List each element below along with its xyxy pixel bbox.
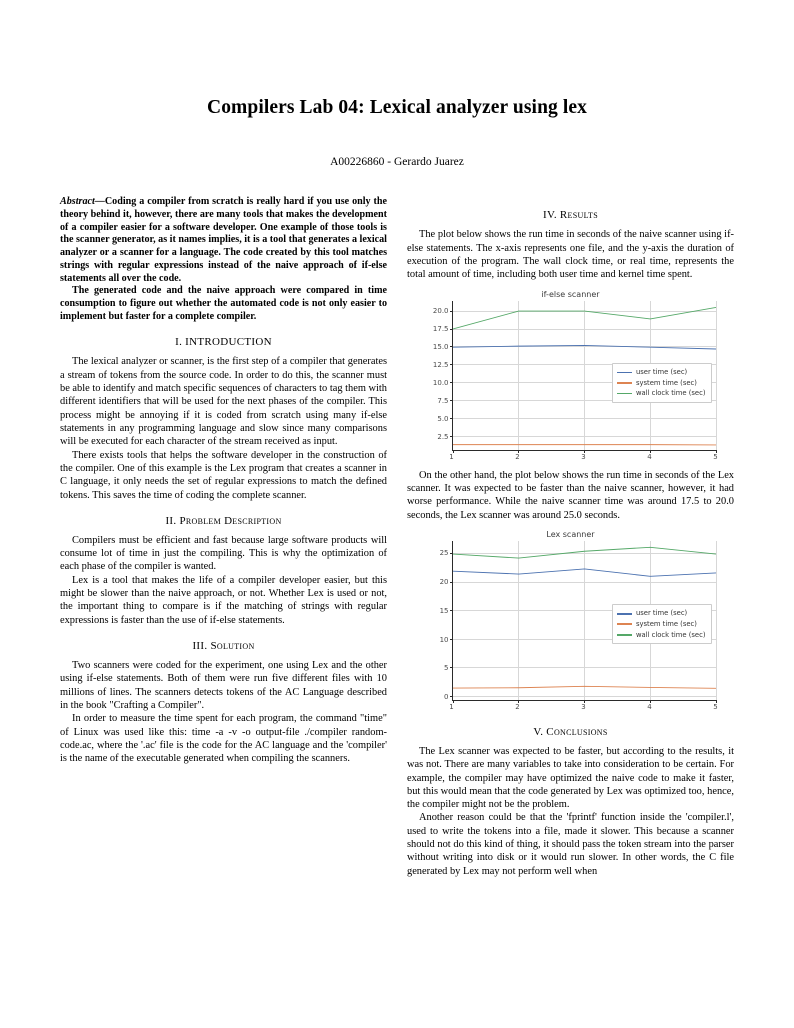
legend-label: system time (sec) xyxy=(635,620,697,628)
problem-paragraph-2: Lex is a tool that makes the life of a compiler developer easier, but this might be slower than the naive approach, or not. Whether Lex is used or not, the important thing to compare is if the matching of strings with regular expressions is faster than the use of if-else statements. xyxy=(60,574,387,626)
x-axis-labels xyxy=(449,701,718,713)
y-axis-tick-label: 7.5 xyxy=(437,396,449,405)
y-axis-tick-label: 5 xyxy=(444,664,449,673)
legend-label: user time (sec) xyxy=(635,368,688,377)
plot-area xyxy=(452,541,716,701)
gridline-vertical xyxy=(716,301,717,450)
x-axis-tick-label: 4 xyxy=(647,702,652,711)
y-axis-tick-label: 20.0 xyxy=(432,306,449,315)
y-axis-tick-label: 20 xyxy=(439,578,449,587)
section-heading-solution: III. Solution xyxy=(192,640,255,653)
solution-paragraph-1: Two scanners were coded for the experiment, one using Lex and the other using if-else statements. Both of them were run five different files with 10 millions of lines. The scanners detects tokens of the AC Language described in the book "Crafting a Compiler". xyxy=(60,660,387,711)
y-axis-labels xyxy=(426,301,452,451)
page-title: Compilers Lab 04: Lexical analyzer using lex xyxy=(207,97,587,118)
y-axis-tick-label: 17.5 xyxy=(432,324,449,333)
two-column-body xyxy=(0,168,794,878)
y-axis-tick-label: 0 xyxy=(444,692,449,701)
y-axis-labels xyxy=(426,541,452,701)
y-axis-tick-label: 10.0 xyxy=(432,378,449,387)
left-column xyxy=(60,196,387,765)
abstract-lead-label: Abstract— xyxy=(60,196,105,208)
chart-legend xyxy=(612,604,712,644)
legend-swatch xyxy=(617,382,632,384)
abstract-text-1: Coding a compiler from scratch is really hard if you use only the theory behind it, however, there are many tools that makes the development of a compiler easier for a software developer. One example of those tools is the scanner generator, as it names implies, it is a tool that generates a lexical analyzer or a scanner for a language. The code created by this tool matches strings with regular expressions instead of the naive approach of if-else statements all over the code. xyxy=(60,196,387,284)
y-axis-tick-label: 5.0 xyxy=(437,414,449,423)
legend-swatch xyxy=(617,613,632,615)
chart-title: Lex scanner xyxy=(546,529,595,539)
x-axis-tick-label: 5 xyxy=(713,702,718,711)
abstract-block xyxy=(60,196,387,323)
legend-label: wall clock time (sec) xyxy=(635,389,706,398)
gridline-vertical xyxy=(716,541,717,700)
y-axis-tick-label: 12.5 xyxy=(432,360,449,369)
results-paragraph-2: On the other hand, the plot below shows the run time in seconds of the Lex scanner. It was expected to be faster than the naive scanner, however, it had worse performance. While the naive scanner time was around 17.5 to 20.0 seconds, the Lex scanner was around 25.0 seconds. xyxy=(407,469,734,521)
chart-if-else-scanner xyxy=(426,290,716,463)
section-heading-problem-description: II. Problem Description xyxy=(165,514,282,527)
conclusions-paragraph-2: Another reason could be that the 'fprintf' function inside the 'compiler.l', used to write the tokens into a file, made it slower. This because a scanner should not do this kind of thing, it should pass the token stream into the parser without writing into disk or it would run slower. In other words, the C file generated by Lex may not perform well when xyxy=(407,812,734,877)
series-line xyxy=(453,569,716,576)
chart-lex-scanner xyxy=(426,530,716,713)
legend-item xyxy=(617,388,706,399)
chart-legend xyxy=(612,363,712,403)
series-line xyxy=(453,547,716,558)
series-line xyxy=(453,307,716,328)
legend-label: system time (sec) xyxy=(635,378,697,387)
legend-item xyxy=(617,630,706,641)
y-axis-tick-label: 10 xyxy=(439,635,449,644)
figure-lex-scanner xyxy=(407,530,734,713)
x-axis-tick-label: 5 xyxy=(713,452,718,461)
legend-swatch xyxy=(617,372,632,374)
abstract-paragraph-1 xyxy=(60,196,387,285)
introduction-paragraph-2: There exists tools that helps the software developer in the construction of the compiler. One of this example is the Lex program that creates a scanner in C language, it only needs the set of regular expressions to match the defined tokens. This saves the time of coding the complete scanner. xyxy=(60,449,387,501)
section-heading-conclusions: V. Conclusions xyxy=(533,725,608,738)
section-heading-results: IV. Results xyxy=(543,209,598,222)
conclusions-paragraph-1: The Lex scanner was expected to be faster, but according to the results, it was not. There are many variables to take into consideration to be certain. For example, the compiler may have optimized the naive code to make it faster, but this would mean that the code generated by Lex was optimized too, hence, the compiler might not be the problem. xyxy=(407,745,734,811)
x-axis-tick-label: 3 xyxy=(581,702,586,711)
x-axis-tick-label: 2 xyxy=(515,702,520,711)
legend-item xyxy=(617,608,706,619)
legend-label: wall clock time (sec) xyxy=(635,630,706,639)
y-axis-tick-label: 15.0 xyxy=(432,342,449,351)
x-axis-tick-label: 1 xyxy=(449,452,454,461)
legend-swatch xyxy=(617,623,632,625)
figure-if-else-scanner xyxy=(407,290,734,463)
y-axis-tick-label: 25 xyxy=(439,549,449,558)
legend-item xyxy=(617,619,706,630)
series-line xyxy=(453,686,716,688)
section-heading-introduction: I. INTRODUCTION xyxy=(175,336,272,349)
x-axis-tick-label: 3 xyxy=(581,452,586,461)
author-line: A00226860 - Gerardo Juarez xyxy=(330,156,464,169)
legend-item xyxy=(617,367,706,378)
plot-area xyxy=(452,301,716,451)
problem-paragraph-1: Compilers must be efficient and fast because large software products will consume lot of time in just the compiling. This is why the optimization of each phase of the compiler is wanted. xyxy=(60,534,387,573)
x-axis-labels xyxy=(449,451,718,463)
x-axis-tick-label: 1 xyxy=(449,702,454,711)
legend-swatch xyxy=(617,393,632,395)
legend-item xyxy=(617,378,706,389)
y-axis-tick-label: 15 xyxy=(439,606,449,615)
x-axis-tick-label: 4 xyxy=(647,452,652,461)
right-column xyxy=(407,196,734,878)
series-line xyxy=(453,345,716,349)
chart-title: if-else scanner xyxy=(541,289,600,299)
title-block xyxy=(0,0,794,168)
introduction-paragraph-1: The lexical analyzer or scanner, is the first step of a compiler that generates a stream of tokens from the source code. In order to do this, the scanner must be able to identify and match specific sequences of characters to tag them with different identifiers that will be used for the next phases of the compiler. This process might be annoying if it is coded from scratch using many if-else statements in any programming language and slow since many comparisons will be executed for each character of the stream received as input. xyxy=(60,356,387,448)
legend-label: user time (sec) xyxy=(635,609,688,618)
solution-paragraph-2: In order to measure the time spent for each program, the command "time" of Linux was used like this: time -a -v -o output-file ./compiler random-code.ac, where the '.ac' file is the code for the AC language and the 'compiler' is the name of the executable generated when compiling the scanners. xyxy=(60,713,387,765)
y-axis-tick-label: 2.5 xyxy=(437,432,449,441)
x-axis-tick-label: 2 xyxy=(515,452,520,461)
legend-swatch xyxy=(617,634,632,636)
abstract-paragraph-2: The generated code and the naive approach were compared in time consumption to figure out whether the automated code is not only easier to implement but faster for a complete compiler. xyxy=(60,285,387,322)
results-paragraph-1: The plot below shows the run time in seconds of the naive scanner using if-else statements. The x-axis represents one file, and the y-axis the duration of execution of the program. The wall clock time, or real time, represents the total amount of time, including both user time and kernel time spent. xyxy=(407,229,734,281)
